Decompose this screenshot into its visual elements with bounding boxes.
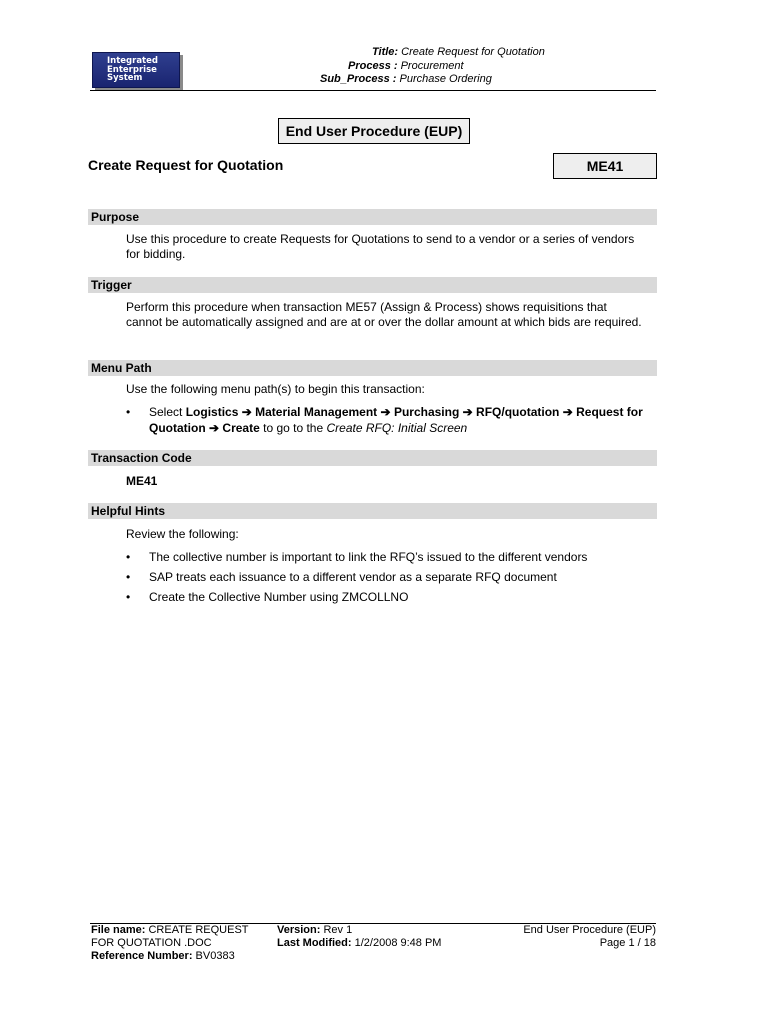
menu-step-material-management: Material Management <box>255 405 378 419</box>
section-purpose-heading: Purpose <box>88 209 657 225</box>
doc-type-box: End User Procedure (EUP) <box>278 118 470 144</box>
footer-version: Version: Rev 1 <box>277 924 353 936</box>
menu-path-bullet <box>126 405 656 437</box>
menu-path-text: Select Logistics ➔ Material Management ➔ Purchasing ➔ RFQ/quotation ➔ Request for Quotation ➔ Create to go to the Create RFQ: Initial Screen <box>149 405 643 435</box>
helpful-hints-intro: Review the following: <box>126 527 239 541</box>
footer-file-name: File name: CREATE REQUEST <box>91 924 249 936</box>
bullet-dot: • <box>126 590 131 604</box>
section-menu-path-heading: Menu Path <box>88 360 657 376</box>
section-trigger-heading: Trigger <box>88 277 657 293</box>
hint-text: Create the Collective Number using ZMCOLLNO <box>149 590 409 604</box>
menu-step-create: Create <box>222 420 260 435</box>
footer-last-modified: Last Modified: 1/2/2008 9:48 PM <box>277 937 442 949</box>
arrow-icon: ➔ <box>209 420 220 435</box>
header-rule <box>90 90 656 91</box>
arrow-icon: ➔ <box>380 405 391 419</box>
trigger-text: Perform this procedure when transaction ME57 (Assign & Process) shows requisitions that cannot be automatically assigned and are at or over the dollar amount at which bids are required. <box>126 300 642 329</box>
bullet-dot: • <box>126 405 131 419</box>
logo-line-3: System <box>107 73 143 83</box>
footer-page-number: Page 1 / 18 <box>599 937 656 949</box>
section-transaction-code-heading: Transaction Code <box>88 450 657 466</box>
hint-item <box>126 550 656 566</box>
target-screen-name: Create RFQ: Initial Screen <box>326 420 468 435</box>
tcode-box: ME41 <box>553 153 657 179</box>
menu-step-request-for-quotation: Request for Quotation <box>149 405 643 435</box>
arrow-icon: ➔ <box>462 405 473 419</box>
header-subprocess: Sub_Process : Purchase Ordering <box>320 73 492 85</box>
logo-line-1: Integrated <box>107 56 158 66</box>
footer-doc-type: End User Procedure (EUP) <box>523 924 656 936</box>
arrow-icon: ➔ <box>241 405 252 419</box>
footer-file-name-cont: FOR QUOTATION .DOC <box>91 937 212 949</box>
section-helpful-hints-heading: Helpful Hints <box>88 503 657 519</box>
header-process: Process : Procurement <box>348 60 464 72</box>
company-logo <box>92 52 180 88</box>
menu-step-rfq-quotation: RFQ/quotation <box>476 405 560 419</box>
bullet-dot: • <box>126 570 131 584</box>
arrow-icon: ➔ <box>562 405 573 419</box>
hint-item <box>126 590 656 606</box>
transaction-code-value: ME41 <box>126 474 158 488</box>
bullet-dot: • <box>126 550 131 564</box>
procedure-title: Create Request for Quotation <box>88 157 284 173</box>
hint-item <box>126 570 656 586</box>
menu-step-logistics: Logistics <box>185 405 239 419</box>
footer-reference-number: Reference Number: BV0383 <box>91 950 235 962</box>
menu-path-intro: Use the following menu path(s) to begin this transaction: <box>126 382 425 396</box>
header-title: Title: Create Request for Quotation <box>372 46 545 58</box>
menu-step-purchasing: Purchasing <box>393 405 460 419</box>
logo-line-2: Enterprise <box>107 64 157 75</box>
purpose-text: Use this procedure to create Requests for Quotations to send to a vendor or a series of vendors for bidding. <box>126 232 635 261</box>
hint-text: The collective number is important to link the RFQ’s issued to the different vendors <box>149 550 588 564</box>
hint-text: SAP treats each issuance to a different vendor as a separate RFQ document <box>149 570 557 584</box>
